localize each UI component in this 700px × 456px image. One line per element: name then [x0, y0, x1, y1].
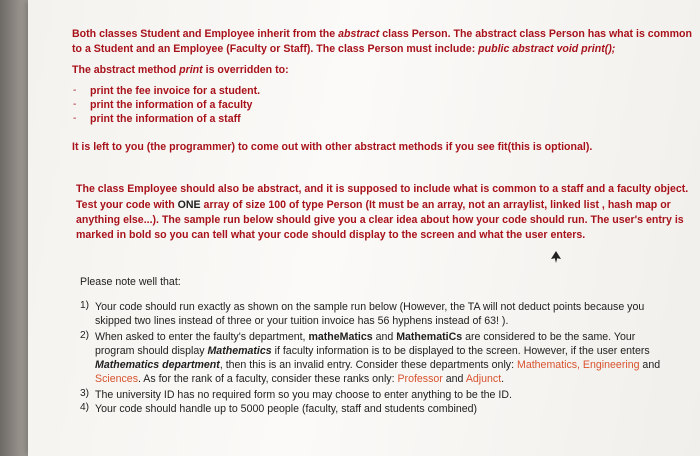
list-number: 2): [80, 330, 90, 341]
bullet-marker: -: [73, 113, 77, 124]
desk-edge: [0, 0, 28, 456]
intro-line-1: Both classes Student and Employee inherit from the abstract class Person. The abstract class Person has what is common: [72, 28, 692, 40]
note-2-line-2: program should display Mathematics if faculty information is to be displayed to the screen. However, if the user enters: [95, 345, 650, 357]
note-2-line-3: Mathematics department, then this is an invalid entry. Consider these departments only: Mathematics, Engineering and: [95, 359, 661, 371]
list-number: 3): [80, 388, 90, 399]
bullet-item: print the fee invoice for a student.: [90, 85, 261, 97]
list-number: 4): [80, 402, 90, 413]
list-number: 1): [80, 300, 90, 311]
note-2-line-1: When asked to enter the faulty's department, matheMatics and MathematiCs are considered to be the same. Your: [95, 331, 636, 343]
override-heading: The abstract method print is overridden to:: [72, 64, 289, 76]
bullet-item: print the information of a staff: [90, 113, 241, 125]
employee-line-2: Test your code with ONE array of size 100 of type Person (It must be an array, not an arraylist, linked list , hash map or: [76, 199, 671, 211]
intro-line-2: to a Student and an Employee (Faculty or Staff). The class Person must include: public abstract void print();: [72, 43, 616, 55]
note-1-line-1: Your code should run exactly as shown on the sample run below (However, the TA will not deduct points because you: [95, 301, 645, 313]
bullet-item: print the information of a faculty: [90, 99, 253, 111]
employee-line-1: The class Employee should also be abstract, and it is supposed to include what is common to a staff and a faculty object.: [76, 183, 689, 195]
employee-line-3: anything else...). The sample run below should give you a clear idea about how your code should run. The user's entry is: [76, 214, 684, 226]
note-1-line-2: skipped two lines instead of three or your tuition invoice has 56 hyphens instead of 63! ).: [95, 315, 509, 327]
employee-line-4: marked in bold so you can tell what your code should display to the screen and what the user enters.: [76, 229, 586, 241]
bullet-marker: -: [73, 85, 77, 96]
bullet-marker: -: [73, 99, 77, 110]
note-3: The university ID has no required form so you may choose to enter anything to be the ID.: [95, 389, 512, 401]
mouse-cursor-icon: [551, 251, 561, 263]
note-4: Your code should handle up to 5000 people (faculty, staff and students combined): [95, 403, 478, 415]
optional-note: It is left to you (the programmer) to come out with other abstract methods if you see fit(this is optional).: [72, 141, 593, 153]
notes-heading: Please note well that:: [80, 276, 181, 288]
note-2-line-4: Sciences. As for the rank of a faculty, consider these ranks only: Professor and Adjunct.: [95, 373, 505, 385]
